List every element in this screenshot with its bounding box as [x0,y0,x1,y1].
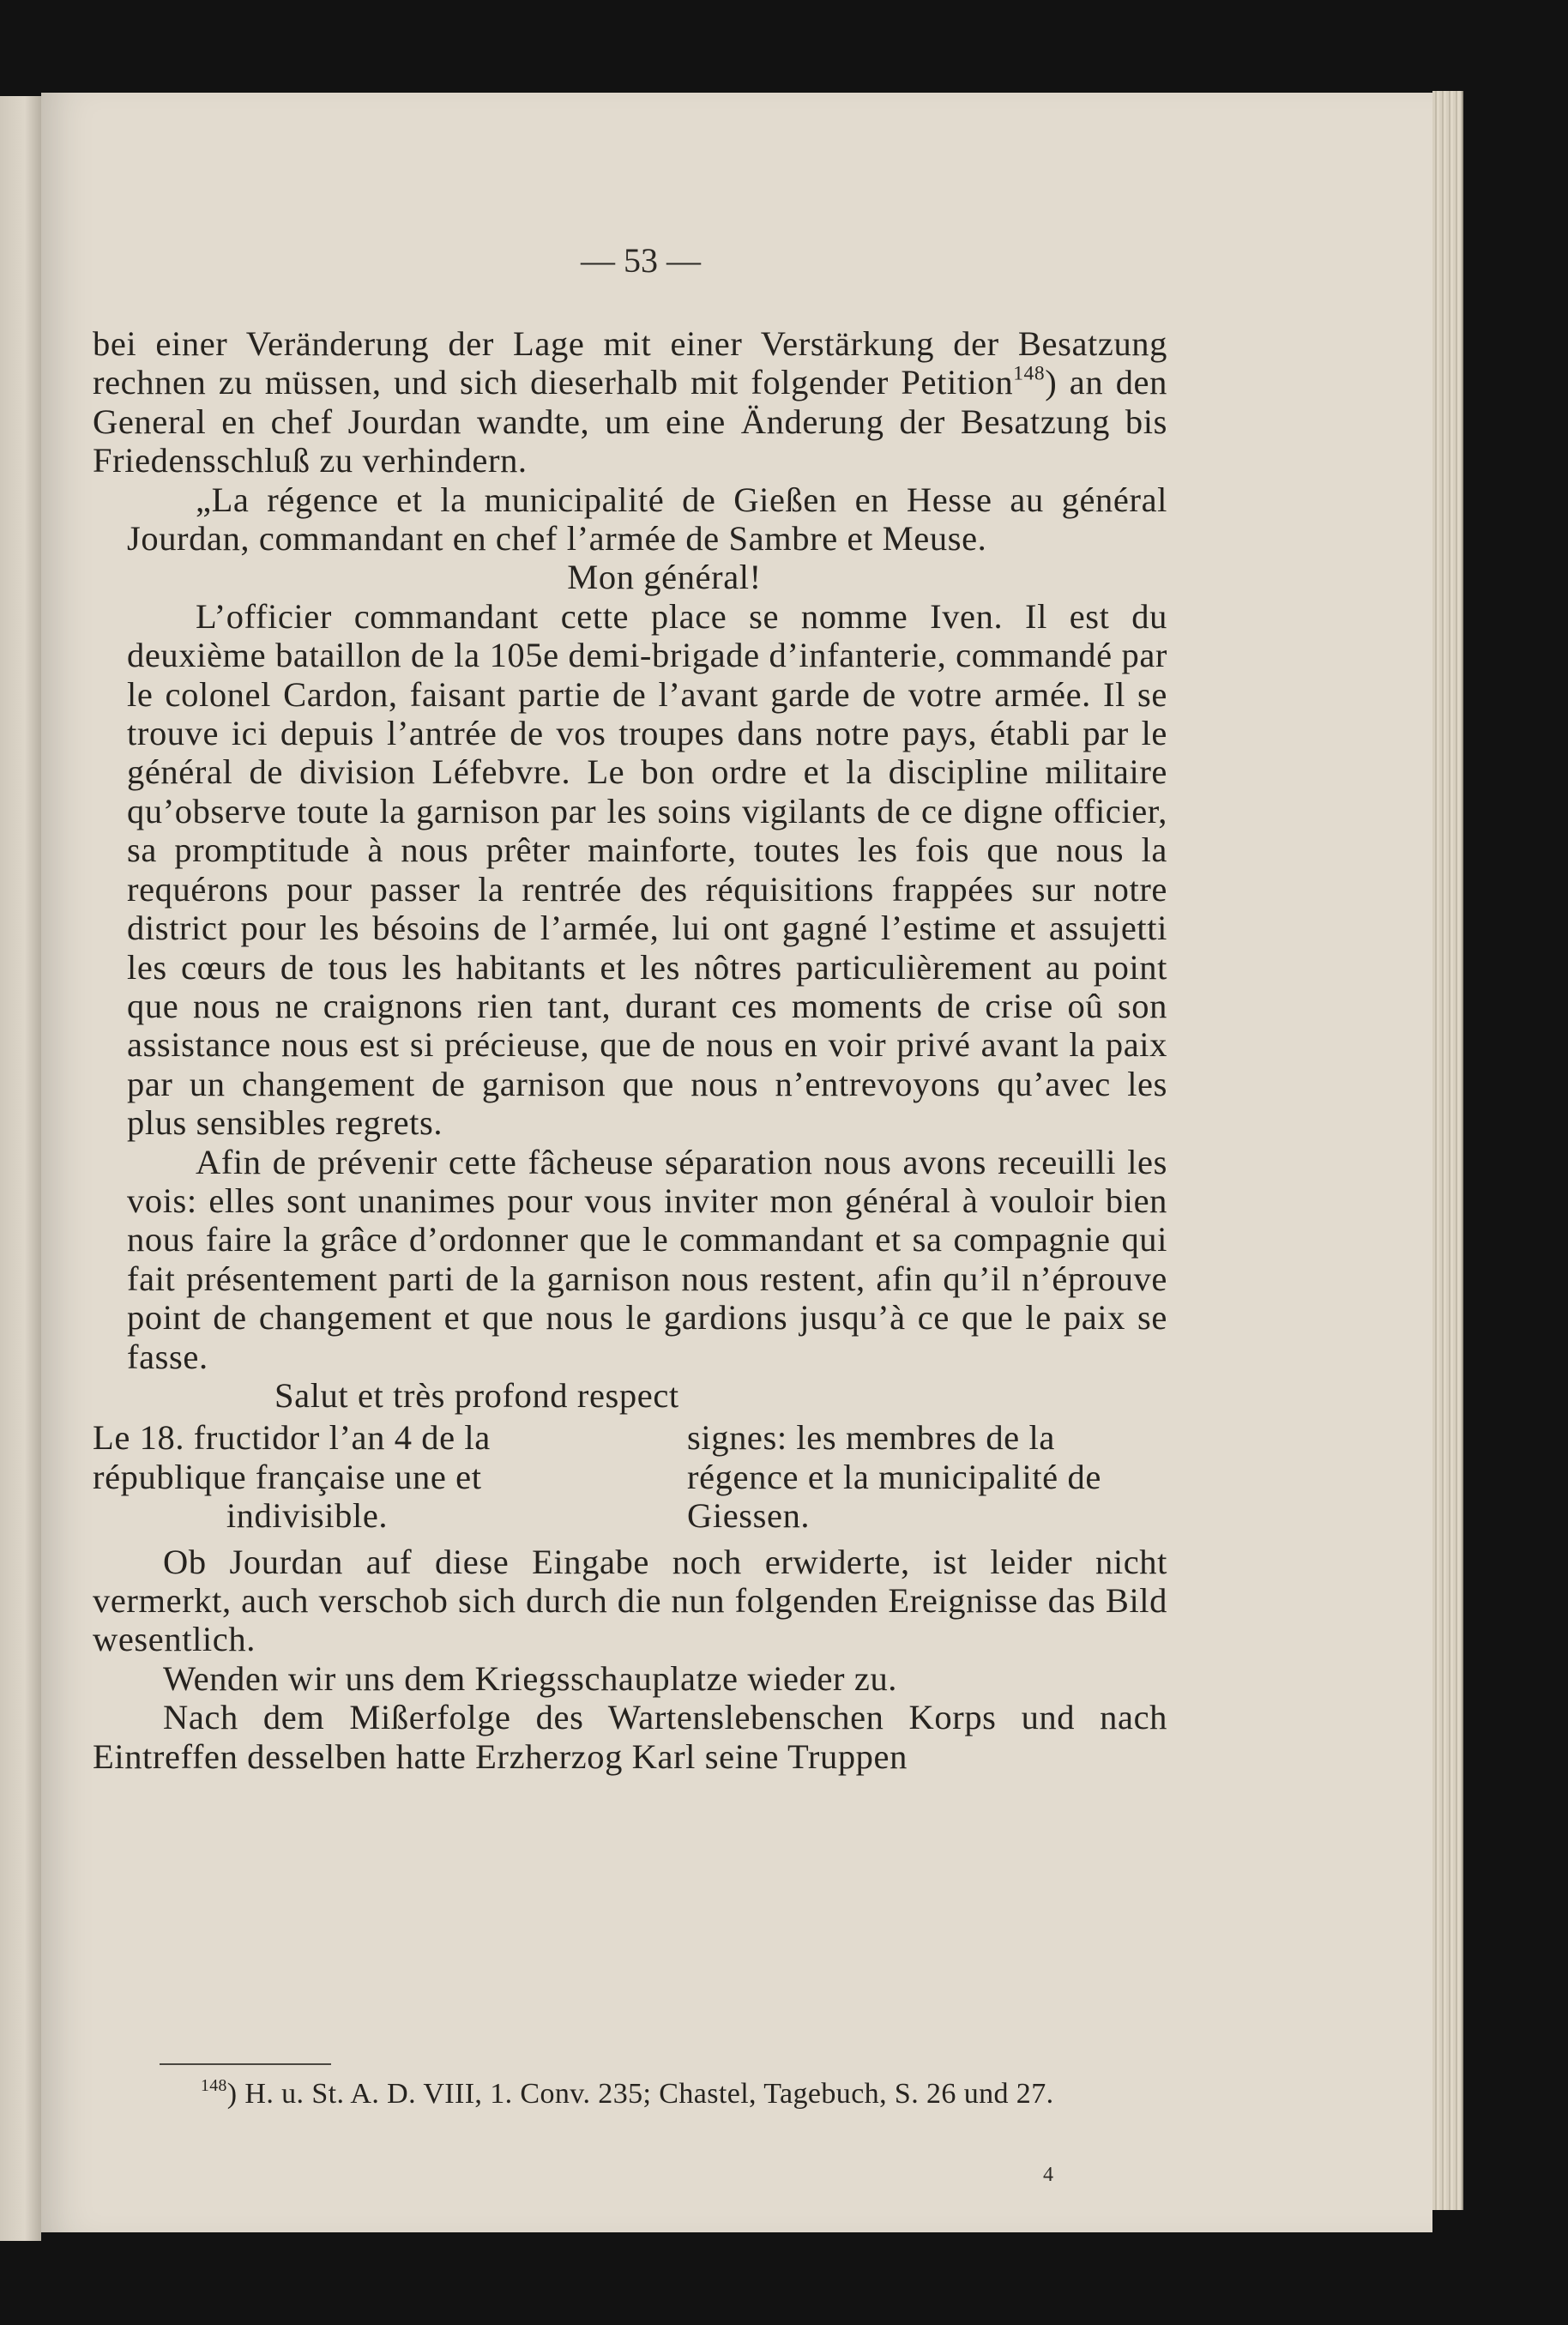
footnote-number: 148 [201,2076,227,2096]
sign-line-3: Giessen. [687,1496,811,1536]
footnote-reference: 148 [1013,362,1046,385]
quote-address: „La régence et la municipalité de Gießen en Hesse au général Jourdan, commandant en chef l’armée de Sambre et Meuse. [127,480,1167,559]
left-page-edge [0,96,41,2241]
footnote-body: ) H. u. St. A. D. VIII, 1. Conv. 235; Chastel, Tagebuch, S. 26 und 27. [226,2078,1054,2110]
quote-paragraph-1: L’officier commandant cette place se nomme Iven. Il est du deuxième bataillon de la 105e demi-brigade d’infanterie, commandé par le colonel Cardon, faisant partie de l’avant garde de votre armée. Il se trouve ici depuis l’antrée de vos troupes dans notre pays, établi par le général de division Léfebvre. Le bon ordre et la discipline militaire qu’observe toute la garnison par les soins vigilants de ce digne officier, sa promptitude à nous prêter mainforte, toutes les fois que nous la requérons pour passer la rentrée des réquisitions frappées sur notre district pour les bésoins de l’armée, lui ont gagné l’estime et assujetti les cœurs de tous les habitants et les nôtres particulièrement au point que nous ne craignons rien tant, durant ces moments de crise oû son assistance nous est si précieuse, que de nous en voir privé avant la paix par un changement de garnison que nous n’entrevoyons qu’avec les plus sensibles regrets. [127,596,1167,1143]
date-line-3: indivisible. [226,1496,389,1536]
quote-salutation: Mon général! [567,558,762,597]
paragraph-kriegsschauplatz: Wenden wir uns dem Kriegsschauplatze wieder zu. [163,1658,898,1698]
petition-quote [93,480,1167,1416]
paragraph-intro [93,324,1167,480]
page-edges [1432,91,1463,2210]
signatories-block [687,1418,1167,1535]
page-body [93,324,1167,1776]
date-block [93,1418,573,1535]
signature-block [93,1418,1167,1535]
date-line-1: Le 18. fructidor l’an 4 de la [93,1418,491,1458]
paragraph-intro-rest: ) an den General en chef Jourdan wandte, um eine Änderung der Besatzung bis Friedensschluß zu verhindern. [93,363,1167,480]
paragraph-jourdan: Ob Jourdan auf diese Eingabe noch erwiderte, ist leider nicht vermerkt, auch verschob sich durch die nun folgenden Ereignisse das Bild wesentlich. [93,1542,1167,1659]
quote-closing: Salut et très profond respect [274,1375,679,1415]
paragraph-intro-text: bei einer Veränderung der Lage mit einer Verstärkung der Besatzung rechnen zu müssen, und sich dieserhalb mit folgender Petition [93,324,1167,402]
sign-line-1: signes: les membres de la [687,1418,1055,1458]
date-line-2: république française une et [93,1457,482,1496]
book-page [41,93,1432,2232]
paragraph-wartensleben: Nach dem Mißerfolge des Wartenslebenschen Korps und nach Eintreffen desselben hatte Erzherzog Karl seine Truppen [93,1698,1167,1776]
continuation [93,1543,1167,1776]
sign-line-2: régence et la municipalité de [687,1457,1101,1496]
page-number: — 53 — [581,241,701,280]
footnote-text [148,2074,1173,2113]
footnote [148,2074,1173,2113]
footnote-rule [160,2063,331,2065]
quote-paragraph-2: Afin de prévenir cette fâcheuse séparation nous avons receuilli les vois: elles sont unanimes pour vous inviter mon général à vouloir bien nous faire la grâce d’ordonner que le commandant et sa compagnie qui fait présentement parti de la garnison nous restent, afin qu’il n’éprouve point de changement et que nous le gardions jusqu’à ce que le paix se fasse. [127,1142,1167,1376]
signature-mark: 4 [1043,2164,1053,2186]
